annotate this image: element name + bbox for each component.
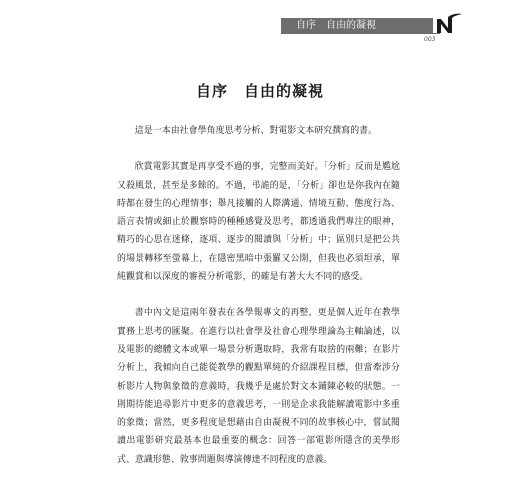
paragraph: 欣賞電影其實是再享受不過的事，完整而美好。「分析」反而是尷尬又殺風景，甚至是多餘的。不過，弔詭的是，「分析」卻也是你我內在隨時都在發生的心理情事；舉凡接觸的人際溝通、情境互動、態度行為、語言表情或細止於觀察時的種種感覺及思考，都透過我們專注的眼神，精巧的心思在迷條，逐項、逐步的閱讀與「分析」中；區別只是把公共的場景轉移至螢幕上，在隱密黑暗中張羅又公開，但我也必須坦承，單純觀賞和以深度的審視分析電影，的確是有著大大不同的感受。 (117, 162, 400, 283)
book-logo-icon (433, 11, 463, 36)
header-rule (281, 33, 440, 34)
body-text (117, 122, 400, 487)
paragraph: 這是一本由社會學角度思考分析、對電影文本研究撰寫的書。 (134, 126, 378, 136)
page-number: 003 (424, 36, 436, 43)
page-title: 自序 自由的凝視 (195, 82, 324, 100)
running-header-title: 自序 自由的凝視 (296, 20, 376, 31)
paragraph: 書中內文是這兩年發表在各學報專文的再整，更是個人近年在教學實務上思考的匯聚。在進行以社會學及社會心理學理論為主軸論述，以及電影的總體文本或單一場景分析選取時，我常有取捨的兩難；在影片分析上，我傾向自己能從教學的觀點單純的介紹課程目標，但當牽涉分析影片人物與象徵的意義時，我幾乎是處於對文本鋪陳必較的狀態。一則期待能追尋影片中更多的意義思考，一則是企求我能解讀電影中多重的象徵；當然，更多程度是想藉由自由凝視不同的故事核心中，嘗試閱讀出電影研究最基本也最重要的概念：回答一部電影所隱含的美學形式、意識形態、敘事問題與導演傳達不同程度的意義。 (117, 308, 400, 465)
